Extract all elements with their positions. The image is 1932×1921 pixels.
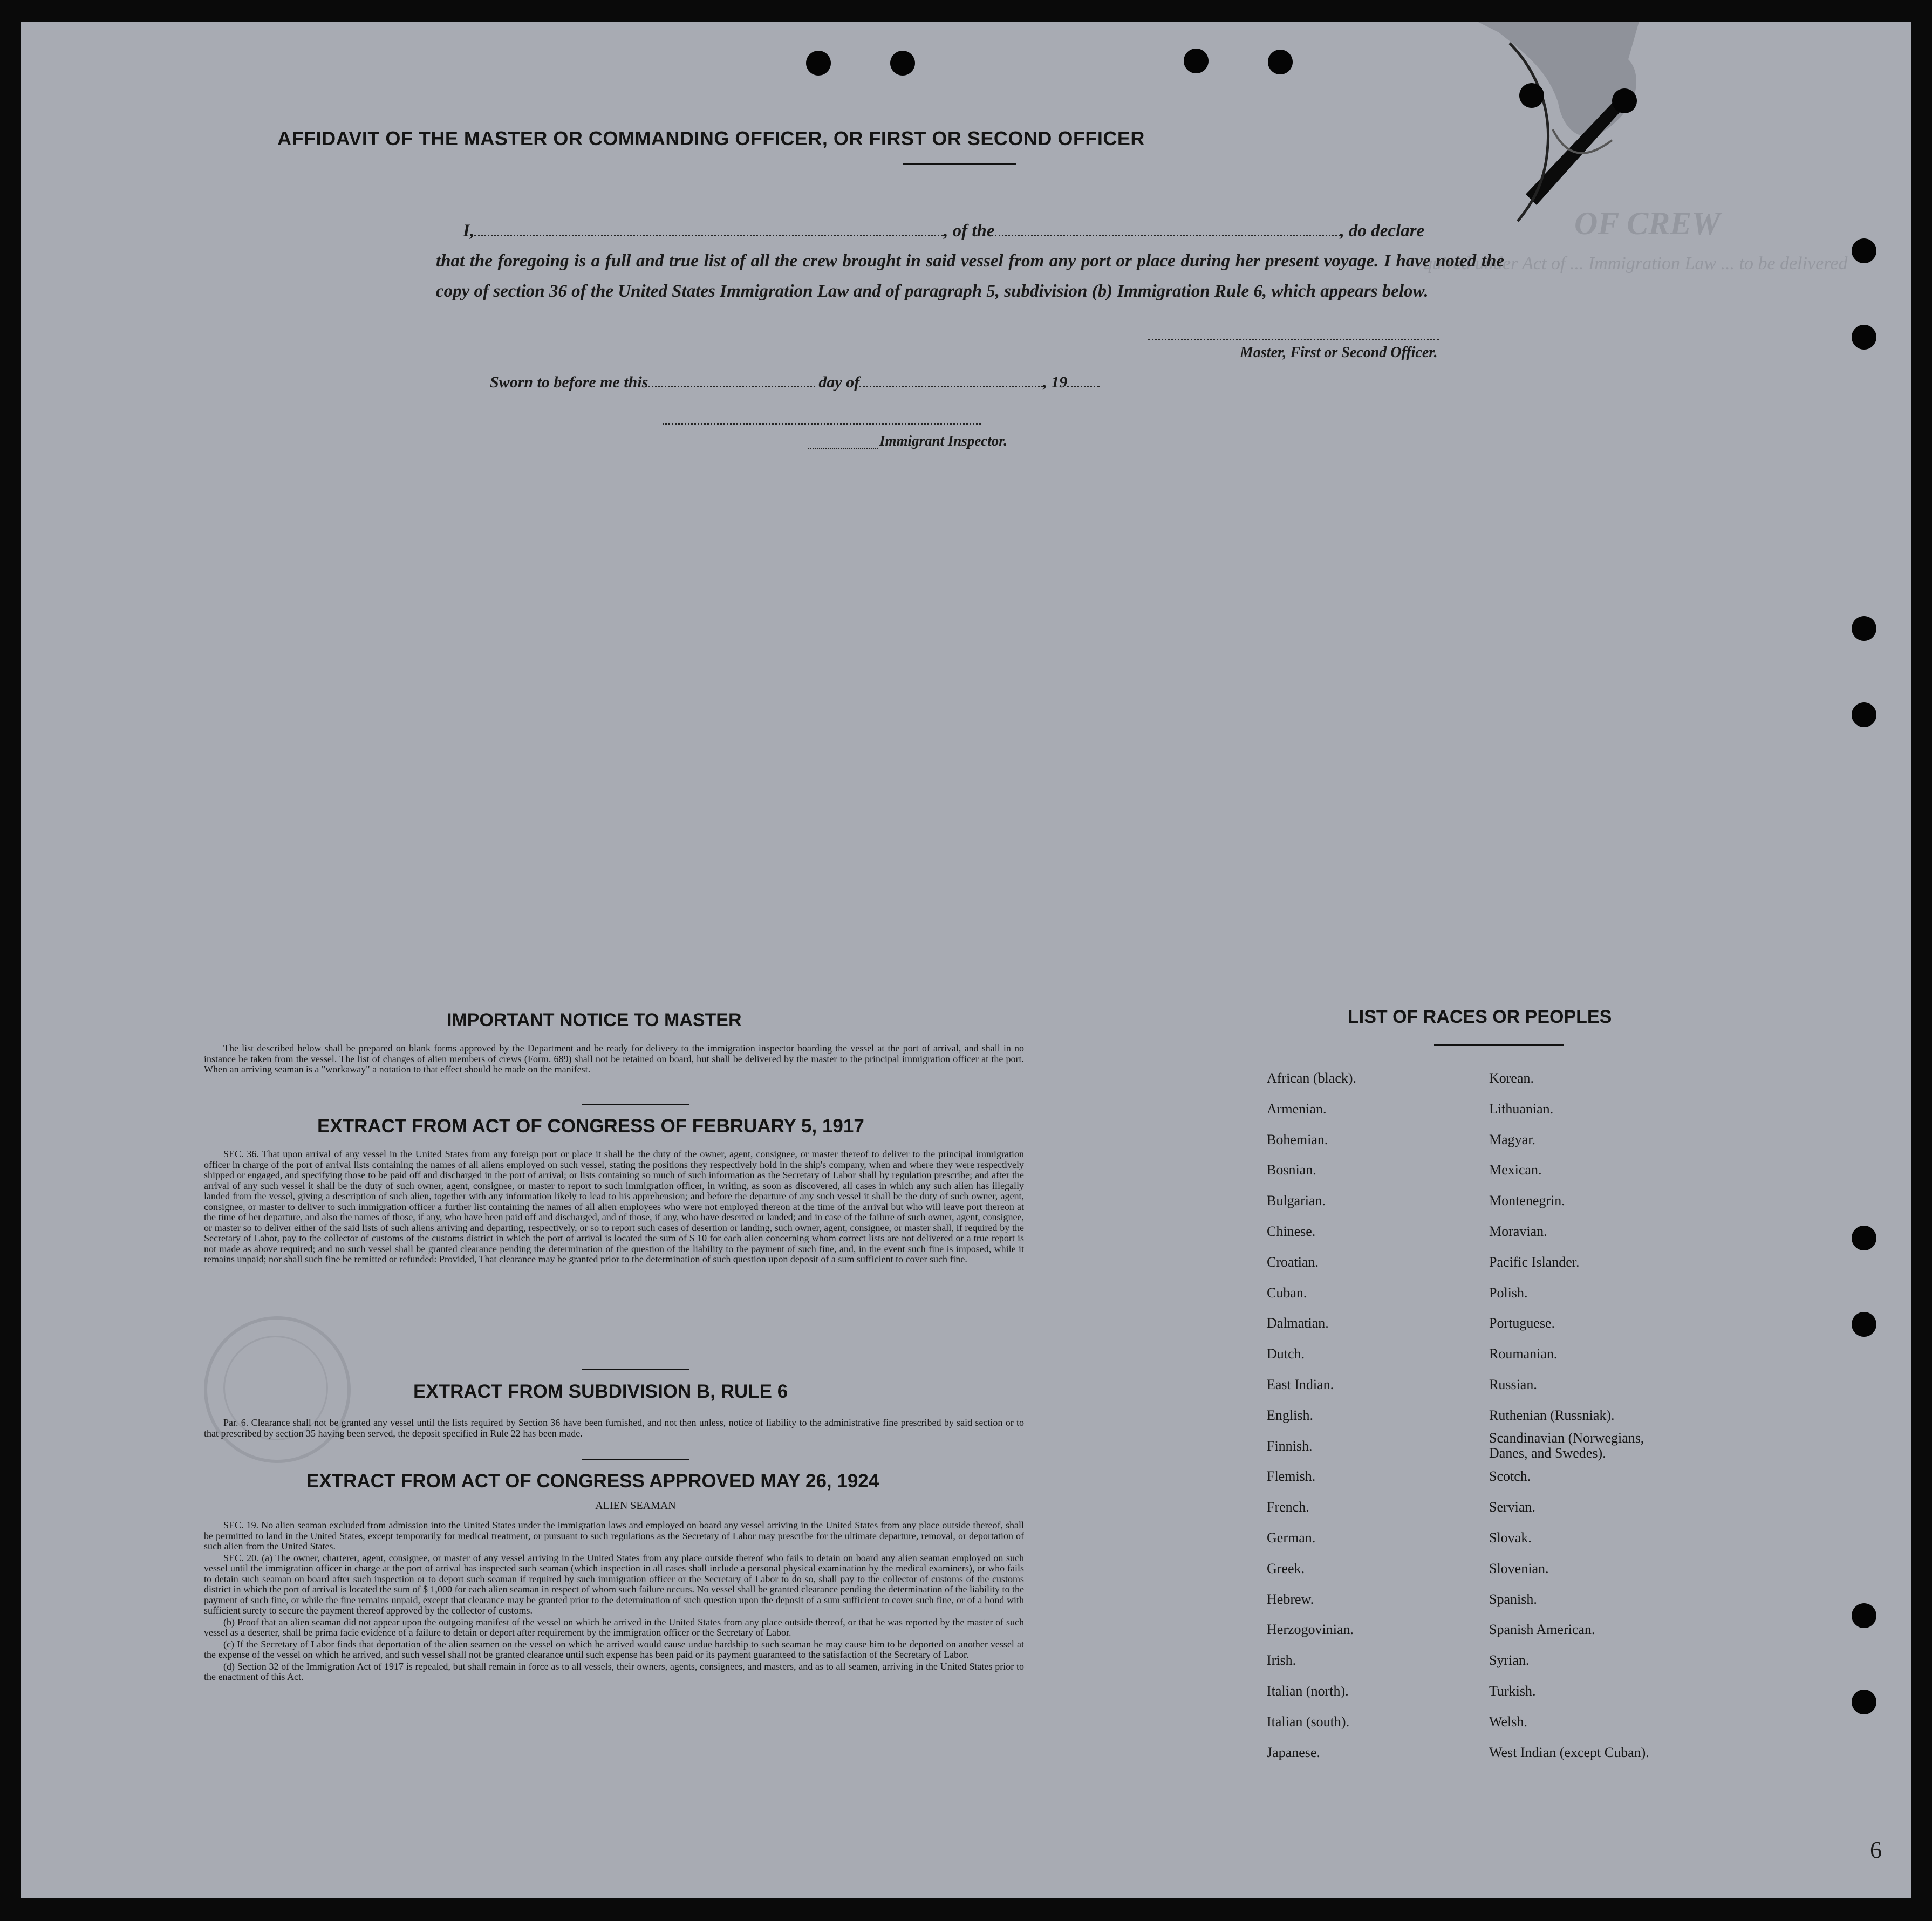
year-blank — [1067, 374, 1100, 387]
punch-hole — [1184, 49, 1209, 73]
race-item: Servian. — [1489, 1499, 1535, 1515]
divider — [1434, 1044, 1564, 1046]
punch-hole — [1852, 702, 1876, 727]
vessel-blank — [995, 221, 1340, 236]
year-prefix: , 19 — [1043, 373, 1068, 391]
extract-1917-paragraph: SEC. 36. That upon arrival of any vessel in the United States from any foreign port or place it shall be the duty of the owner, agent, consignee, or master thereof to deliver to the principal immigration officer in charge of the port of arrival lists containing the names of all aliens employed on such vessel, stating the positions they respectively hold in the ship's company, when and where they were respectively shipped or engaged, and specifying those to be paid off and discharged in the port of arrival; or lists containing so much of such information as the Secretary of Labor shall by regulation prescribe; and after the arrival of any such vessel it shall be the duty of such owner, agent, consignee, or master to report to such immigration officer, in writing, as soon as discovered, all cases in which any such alien has illegally landed from the vessel, giving a description of such alien, together with any information likely to lead to his apprehension; and before the departure of any such vessel it shall be the duty of such owner, agent, consignee, or master to deliver to such immigration officer a further list containing the names of all alien employees who were not employed thereon at the time of the arrival but who will leave port thereon at the time of her departure, and also the names of those, if any, who have been paid off and discharged, and of those, if any, who have deserted or landed; and in case of the failure of such owner, agent, consignee, or master so to deliver either of the said lists of such aliens arriving and departing, respectively, or so to report such cases of desertion or landing, such owner, agent, consignee, or master shall, if required by the Secretary of Labor, pay to the collector of customs of the customs district in which the port of arrival is located the sum of $ 10 for each alien concerning whom correct lists are not delivered or a true report is not made as above required; and no such vessel shall be granted clearance pending the determination of the question of the liability to the payment of such fine, and, in the event such fine is imposed, while it remains unpaid; nor shall such fine be remitted or refunded: Provided, That clearance may be granted prior to the determination of such question upon deposit of a sum sufficient to cover such fine. — [204, 1149, 1024, 1264]
race-item: Bulgarian. — [1267, 1193, 1326, 1209]
race-item: Spanish American. — [1489, 1622, 1595, 1638]
punch-hole — [1852, 1603, 1876, 1628]
race-item: Croatian. — [1267, 1254, 1319, 1270]
race-item: Turkish. — [1489, 1683, 1536, 1699]
punch-hole — [1612, 88, 1637, 113]
inspector-label: Immigrant Inspector. — [879, 433, 1008, 449]
punch-hole — [1852, 238, 1876, 263]
extract-1924-paragraph: SEC. 20. (a) The owner, charterer, agent, consignee, or master of any vessel arriving in the United States from any place outside thereof who fails to detain on board any alien seaman employed on such vessel until the immigration officer in charge at the port of arrival has inspected such seaman (which inspection in all cases shall include a personal physical examination by the medical examiners), or who fails to detain such seaman on board after such inspection or to deport such seaman if required by such immigration officer or the Secretary of Labor to do so, shall pay to the collector of customs of the customs district in which the port of arrival is located the sum of $ 1,000 for each alien seaman in respect of whom such failure occurs. No vessel shall be granted clearance pending the determination of the liability to the payment of such fine, or while the fine remains unpaid, except that clearance may be granted prior to the determination of such question upon the deposit of a sum sufficient to cover such fine, or of a bond with sufficient surety to secure the payment thereof approved by the collector of customs. — [204, 1552, 1024, 1616]
race-item: Montenegrin. — [1489, 1193, 1565, 1209]
race-item: French. — [1267, 1499, 1309, 1515]
race-item: Spanish. — [1489, 1591, 1537, 1607]
race-item: English. — [1267, 1407, 1313, 1423]
notice-paragraph: The list described below shall be prepared on blank forms approved by the Department and be ready for delivery to the immigration inspector boarding the vessel at the port of arrival, and shall in no instance be taken from the vessel. The list of changes of alien members of crews (Form. 689) shall not be retained on board, but shall be delivered by the master to the principal immigration officer at the port. When an arriving seaman is a "workaway" a notation to that effect should be made on the manifest. — [204, 1043, 1024, 1075]
race-item: Irish. — [1267, 1652, 1296, 1669]
punch-hole — [806, 51, 831, 76]
embossed-seal — [204, 1316, 351, 1463]
race-item: Welsh. — [1489, 1713, 1527, 1729]
race-item: Russian. — [1489, 1377, 1537, 1392]
punch-hole — [1519, 83, 1544, 108]
extract-rule6-title: EXTRACT FROM SUBDIVISION B, RULE 6 — [413, 1381, 788, 1402]
torn-corner — [1466, 22, 1650, 227]
day-blank — [648, 374, 815, 387]
race-item: Japanese. — [1267, 1744, 1320, 1760]
race-item: Scotch. — [1489, 1468, 1531, 1485]
do-declare-label: , do declare — [1340, 221, 1425, 241]
extract-1924-text — [204, 1520, 1024, 1684]
race-item: Syrian. — [1489, 1652, 1530, 1669]
signature-line-master — [1148, 339, 1439, 340]
of-the-label: , of the — [944, 221, 995, 241]
extract-1924-paragraph: (b) Proof that an alien seaman did not appear upon the outgoing manifest of the vessel on which he arrived in the United States from any place outside thereof, or that he was reported by the master of such vessel as a deserter, shall be prima facie evidence of a failure to detain or deport after requirement by the immigration officer or the Secretary of Labor. — [204, 1616, 1024, 1638]
race-item: Bohemian. — [1267, 1131, 1328, 1147]
race-item: Moravian. — [1489, 1223, 1547, 1239]
race-item: Hebrew. — [1267, 1591, 1314, 1607]
divider — [582, 1369, 689, 1370]
race-item: Portuguese. — [1489, 1315, 1555, 1331]
affidavit-declaration: that the foregoing is a full and true list of all the crew brought in said vessel from any port or place during her present voyage. I have noted the copy of section 36 of the United States Immigration Law and of paragraph 5, subdivision (b) Immigration Rule 6, which appears below. — [436, 251, 1504, 301]
race-item: Finnish. — [1267, 1438, 1313, 1454]
punch-hole — [1268, 50, 1293, 74]
race-item: Slovenian. — [1489, 1560, 1549, 1576]
signature-line-inspector-prefix — [808, 448, 878, 449]
punch-hole — [890, 51, 915, 76]
signature-line-inspector — [663, 423, 981, 425]
extract-1924-title: EXTRACT FROM ACT OF CONGRESS APPROVED MAY 26, 1924 — [306, 1471, 879, 1492]
month-blank — [859, 374, 1043, 387]
affidavit-first-line — [436, 216, 1504, 246]
divider — [582, 1459, 689, 1460]
race-item: Bosnian. — [1267, 1162, 1316, 1178]
race-item: Lithuanian. — [1489, 1100, 1554, 1117]
race-item: Flemish. — [1267, 1468, 1316, 1485]
i-label: I, — [463, 221, 475, 241]
race-item: Ruthenian (Russniak). — [1489, 1407, 1615, 1423]
extract-rule6-paragraph: Par. 6. Clearance shall not be granted any vessel until the lists required by Section 36 have been furnished, and not then unless, notice of liability to the administrative fine prescribed by said section or to that prescribed by section 35 having been served, the deposit specified in Rule 22 has been made. — [204, 1417, 1024, 1439]
divider — [582, 1104, 689, 1105]
extract-1924-subtitle: ALIEN SEAMAN — [595, 1500, 676, 1512]
notice-title: IMPORTANT NOTICE TO MASTER — [447, 1010, 742, 1030]
race-item: Magyar. — [1489, 1131, 1535, 1147]
race-item: Armenian. — [1267, 1100, 1327, 1117]
document-page — [21, 22, 1911, 1898]
race-item: Polish. — [1489, 1284, 1528, 1301]
race-item: African (black). — [1267, 1070, 1357, 1086]
extract-1924-paragraph: SEC. 19. No alien seaman excluded from admission into the United States under the immigration laws and employed on board any vessel arriving in the United States from any place outside thereof, shall be permitted to land in the United States, except temporarily for medical treatment, or pursuant to such regulations as the Secretary of Labor may prescribe for the ultimate departure, removal, or deportation of such alien from the United States. — [204, 1520, 1024, 1551]
notice-text — [204, 1043, 1024, 1076]
race-item: Korean. — [1489, 1070, 1534, 1086]
divider — [903, 163, 1016, 165]
punch-hole — [1852, 1312, 1876, 1337]
extract-1917-text — [204, 1149, 1024, 1266]
race-item: Greek. — [1267, 1560, 1305, 1576]
punch-hole — [1852, 1226, 1876, 1250]
sworn-label: Sworn to before me this — [490, 373, 648, 391]
race-item: Cuban. — [1267, 1284, 1307, 1301]
race-item: Roumanian. — [1489, 1346, 1558, 1362]
punch-hole — [1852, 616, 1876, 641]
affidavit-title: AFFIDAVIT OF THE MASTER OR COMMANDING OFFICER, OR FIRST OR SECOND OFFICER — [277, 127, 1145, 149]
race-item: Slovak. — [1489, 1530, 1532, 1546]
sworn-line — [490, 373, 1100, 392]
race-item: Chinese. — [1267, 1223, 1316, 1239]
race-item: Mexican. — [1489, 1162, 1542, 1178]
day-of-label: day of — [818, 373, 860, 391]
master-label: Master, First or Second Officer. — [1240, 344, 1438, 361]
race-item: Italian (north). — [1267, 1683, 1349, 1699]
bleed-through-text: quired under Act of ... Immigration Law ... to be delivered — [1423, 254, 1848, 274]
race-item: Scandinavian (Norwegians, Danes, and Swedes). — [1489, 1430, 1644, 1461]
race-item: Pacific Islander. — [1489, 1254, 1580, 1270]
extract-1917-title: EXTRACT FROM ACT OF CONGRESS OF FEBRUARY 5, 1917 — [317, 1116, 864, 1137]
extract-1924-paragraph: (c) If the Secretary of Labor finds that deportation of the alien seamen on the vessel on which he arrived would cause undue hardship to such seaman he may cause him to be deported on another vessel at the expense of the vessel on which he arrived, and such vessel shall not be granted clearance until such expense has been paid or its payment guaranteed to the satisfaction of the Secretary of Labor. — [204, 1638, 1024, 1660]
race-item: East Indian. — [1267, 1377, 1334, 1392]
race-item: Italian (south). — [1267, 1713, 1350, 1729]
margin-mark: 6 — [1870, 1837, 1882, 1863]
punch-hole — [1852, 325, 1876, 350]
races-title: LIST OF RACES OR PEOPLES — [1348, 1007, 1612, 1027]
affidavit-body — [436, 216, 1504, 306]
name-blank — [474, 221, 944, 236]
race-item: German. — [1267, 1530, 1316, 1546]
race-item: Dalmatian. — [1267, 1315, 1329, 1331]
race-item: Herzogovinian. — [1267, 1622, 1354, 1638]
punch-hole — [1852, 1690, 1876, 1714]
extract-1924-paragraph: (d) Section 32 of the Immigration Act of 1917 is repealed, but shall remain in force as to all vessels, their owners, agents, consignees, and masters, and as to all seamen, arriving in the United States prior to the enactment of this Act. — [204, 1660, 1024, 1682]
race-item: West Indian (except Cuban). — [1489, 1744, 1649, 1760]
race-item: Dutch. — [1267, 1346, 1305, 1362]
bleed-through-text: OF CREW — [1574, 206, 1721, 241]
